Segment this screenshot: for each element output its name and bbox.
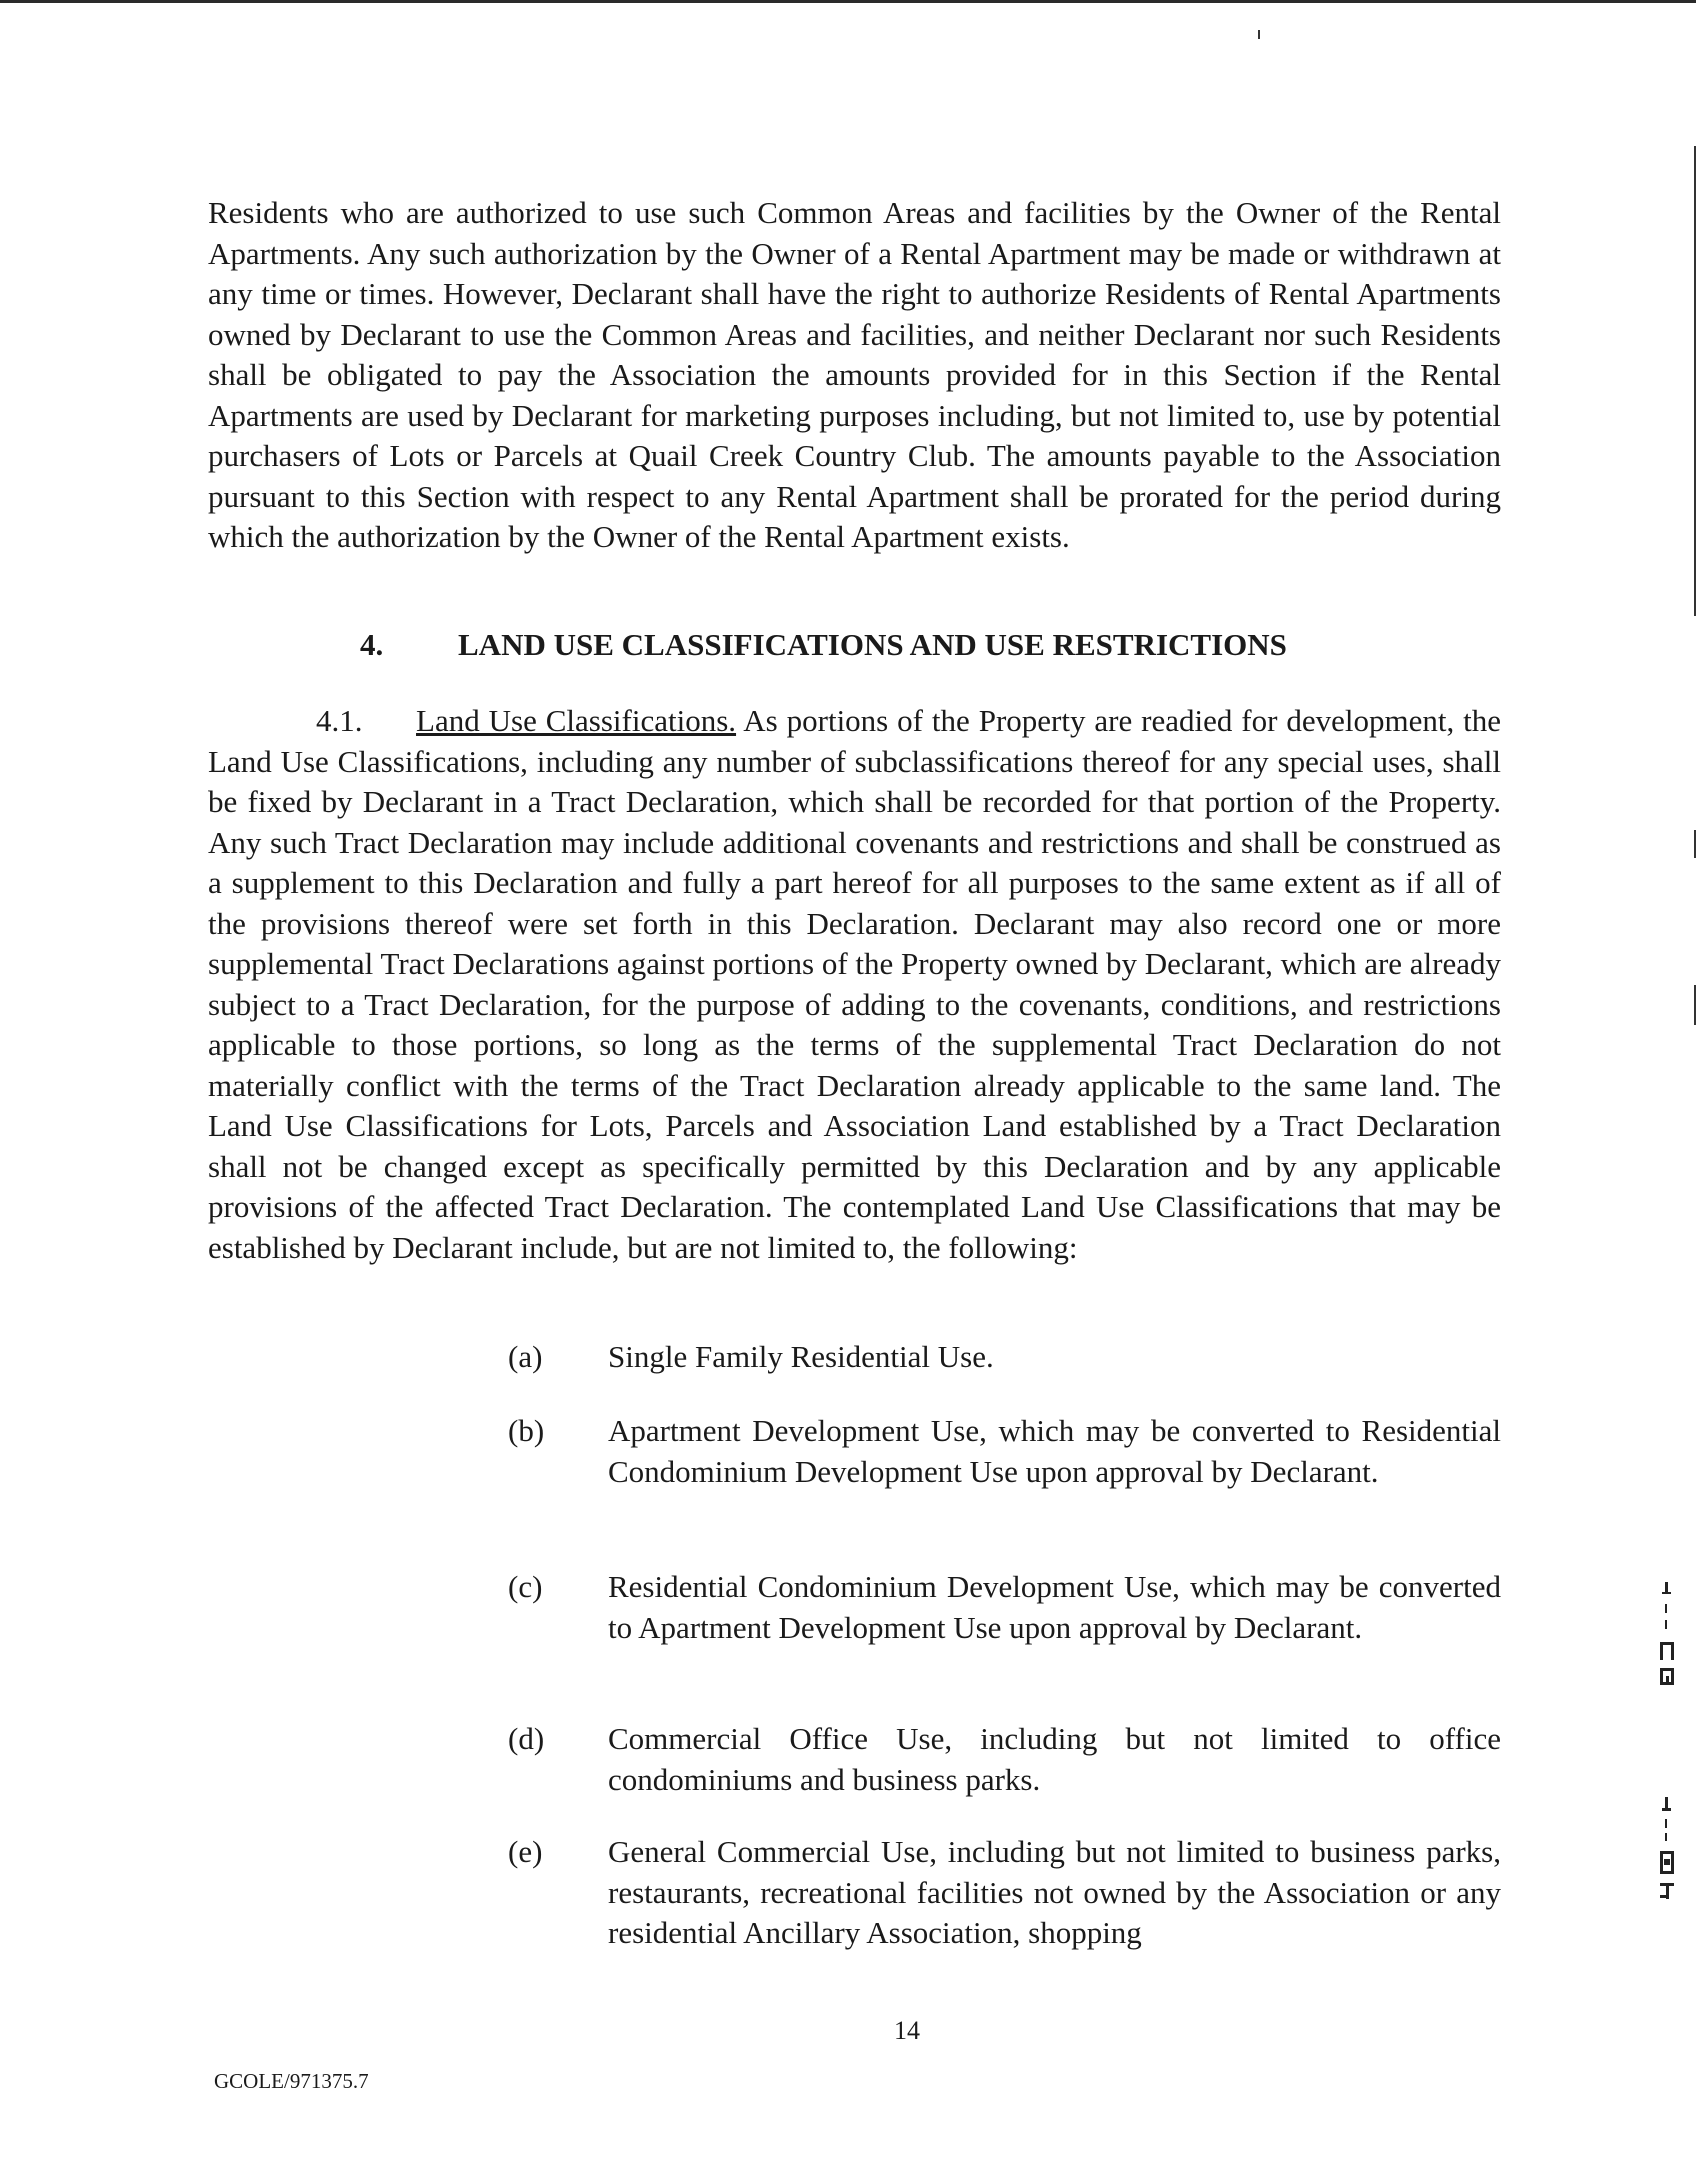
list-item-text: General Commercial Use, including but not limited to business parks, restaurants, recreational facilities not owned by the Association or any residential Ancillary Association, shopping xyxy=(608,1834,1501,1950)
list-item-label: (d) xyxy=(508,1721,545,1756)
list-item-text: Single Family Residential Use. xyxy=(608,1339,994,1374)
scan-edge-mark xyxy=(1258,30,1260,39)
section-number: 4. xyxy=(360,627,384,662)
list-item-text: Residential Condominium Development Use, which may be converted to Apartment Development Use upon approval by Declarant. xyxy=(608,1569,1501,1645)
list-item-text: Apartment Development Use, which may be converted to Residential Condominium Development Use upon approval by Declarant. xyxy=(608,1413,1501,1489)
page-number: 14 xyxy=(894,2016,920,2045)
document-id: GCOLE/971375.7 xyxy=(214,2069,369,2093)
section-title: LAND USE CLASSIFICATIONS AND USE RESTRICTIONS xyxy=(458,627,1287,662)
recording-stamp-graphic xyxy=(1656,1580,1678,1700)
subsection-title: Land Use Classifications. xyxy=(416,703,737,738)
continuation-paragraph: Residents who are authorized to use such Common Areas and facilities by the Owner of the Rental Apartments. Any such authorization by the Owner of a Rental Apartment may be made or withdrawn at any time or times. However, Declarant shall have the right to authorize Residents of Rental Apartments owned by Declarant to use the Common Areas and facilities, and neither Declarant nor such Residents shall be obligated to pay the Association the amounts provided for in this Section if the Rental Apartments are used by Declarant for marketing purposes including, but not limited to, use by potential purchasers of Lots or Parcels at Quail Creek Country Club. The amounts payable to the Association pursuant to this Section with respect to any Rental Apartment shall be prorated for the period during which the authorization by the Owner of the Rental Apartment exists. xyxy=(208,195,1501,554)
recording-stamp-graphic xyxy=(1656,1795,1678,1915)
subsection-number: 4.1. xyxy=(316,703,363,738)
list-item-label: (b) xyxy=(508,1413,545,1448)
list-item-text: Commercial Office Use, including but not limited to office condominiums and business parks. xyxy=(608,1721,1501,1797)
section-heading xyxy=(360,627,1287,663)
list-item-label: (e) xyxy=(508,1834,543,1869)
subsection-4-1-paragraph xyxy=(208,701,1501,1268)
list-item-label: (c) xyxy=(508,1569,543,1604)
list-item-label: (a) xyxy=(508,1339,543,1374)
top-border xyxy=(0,0,1696,3)
subsection-body: As portions of the Property are readied for development, the Land Use Classifications, including any number of subclassifications thereof for any special uses, shall be fixed by Declarant in a Tract Declaration, which shall be recorded for that portion of the Property. Any such Tract Declaration may include additional covenants and restrictions and shall be construed as a supplement to this Declaration and fully a part hereof for all purposes to the same extent as if all of the provisions thereof were set forth in this Declaration. Declarant may also record one or more supplemental Tract Declarations against portions of the Property owned by Declarant, which are already subject to a Tract Declaration, for the purpose of adding to the covenants, conditions, and restrictions applicable to those portions, so long as the terms of the supplemental Tract Declaration do not materially conflict with the terms of the Tract Declaration already applicable to the same land. The Land Use Classifications for Lots, Parcels and Association Land established by a Tract Declaration shall not be changed except as specifically permitted by this Declaration and by any applicable provisions of the affected Tract Declaration. The contemplated Land Use Classifications that may be established by Declarant include, but are not limited to, the following: xyxy=(208,703,1501,1265)
